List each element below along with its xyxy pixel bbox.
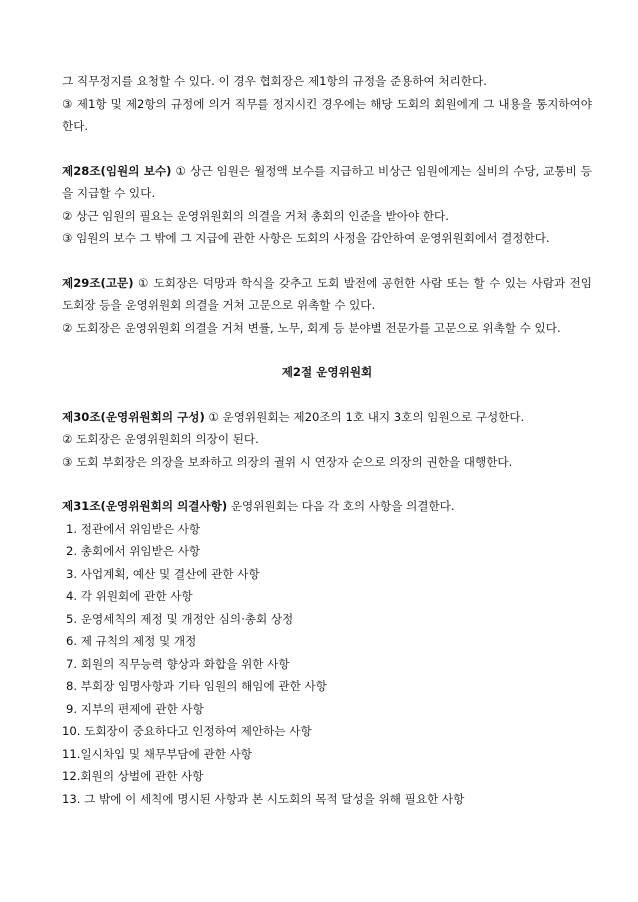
section-title: 제2절 운영위원회 (281, 365, 373, 379)
article-30-clause-1: ① 운영위원회는 제20조의 1호 내지 3호의 임원으로 구성한다. (208, 409, 525, 424)
document-page (62, 70, 592, 810)
list-item: 5. 운영세칙의 제정 및 개정안 심의·총회 상정 (66, 611, 294, 626)
list-item: 13. 그 밖에 이 세칙에 명시된 사항과 본 시도회의 목적 달성을 위해 필요한 사항 (62, 791, 465, 806)
article-30-title: 제30조(운영위원회의 구성) (62, 409, 205, 424)
article-29-paragraph-1 (62, 272, 592, 317)
article-31-item-list (62, 518, 592, 811)
article-28-paragraph-1 (62, 160, 592, 205)
article-31-intro-text: 운영위원회는 다음 각 호의 사항을 의결한다. (230, 499, 455, 513)
article-28-title: 제28조(임원의 보수) (62, 163, 172, 178)
list-item: 8. 부회장 임명사항과 기타 임원의 해임에 관한 사항 (66, 679, 327, 693)
list-item: 7. 회원의 직무능력 향상과 화합을 위한 사항 (66, 656, 290, 671)
article-30-clause-2: ② 도회장은 운영위원회의 의장이 된다. (62, 432, 259, 446)
list-item: 4. 각 위원회에 관한 사항 (66, 589, 193, 603)
list-item: 3. 사업계획, 예산 및 결산에 관한 사항 (66, 566, 260, 581)
list-item: 12.회원의 상벌에 관한 사항 (62, 769, 204, 783)
article-30-paragraph-1 (62, 406, 592, 429)
article-28-clause-1: ① 상근 임원은 월정액 보수를 지급하고 비상근 임원에게는 실비의 수당, 교통비 등을 지급할 수 있다. (62, 163, 592, 200)
list-item: 6. 제 규칙의 제정 및 개정 (66, 634, 197, 648)
list-item: 11.일시차입 및 채무부담에 관한 사항 (62, 746, 252, 761)
list-item: 1. 정관에서 위임받은 사항 (66, 521, 201, 536)
list-item: 9. 지부의 편제에 관한 사항 (66, 701, 204, 716)
continued-paragraph-2: ③ 제1항 및 제2항의 규정에 의거 직무를 정지시킨 경우에는 해당 도회의 회원에게 그 내용을 통지하여야 한다. (62, 96, 592, 133)
continued-paragraph-1: 그 직무정지를 요청할 수 있다. 이 경우 협회장은 제1항의 규정을 준용하여 처리한다. (62, 74, 487, 88)
list-item: 2. 총회에서 위임받은 사항 (66, 544, 201, 558)
article-29-clause-2: ② 도회장은 운영위원회 의결을 거쳐 변률, 노무, 회계 등 분야별 전문가를 고문으로 위촉할 수 있다. (62, 320, 561, 335)
article-31-title: 제31조(운영위원회의 의결사항) (62, 499, 228, 513)
article-30-clause-3: ③ 도회 부회장은 의장을 보좌하고 의장의 궐위 시 연장자 순으로 의장의 권한을 대행한다. (62, 454, 513, 469)
article-28-clause-3: ③ 임원의 보수 그 밖에 그 지급에 관한 사항은 도회의 사정을 감안하여 운영위원회에서 결정한다. (62, 231, 550, 245)
article-31-intro (62, 495, 592, 518)
article-29-clause-1: ① 도회장은 덕망과 학식을 갖추고 도회 발전에 공헌한 사람 또는 할 수 있는 사람과 전임 도회장 등을 운영위원회 의결을 거쳐 고문으로 위촉할 수 있다. (62, 275, 592, 312)
list-item: 10. 도회장이 중요하다고 인정하여 제안하는 사항 (62, 724, 312, 738)
article-29-title: 제29조(고문) (62, 275, 134, 290)
article-28-clause-2: ② 상근 임원의 필요는 운영위원회의 의결을 거쳐 총회의 인준을 받아야 한다. (62, 208, 449, 223)
